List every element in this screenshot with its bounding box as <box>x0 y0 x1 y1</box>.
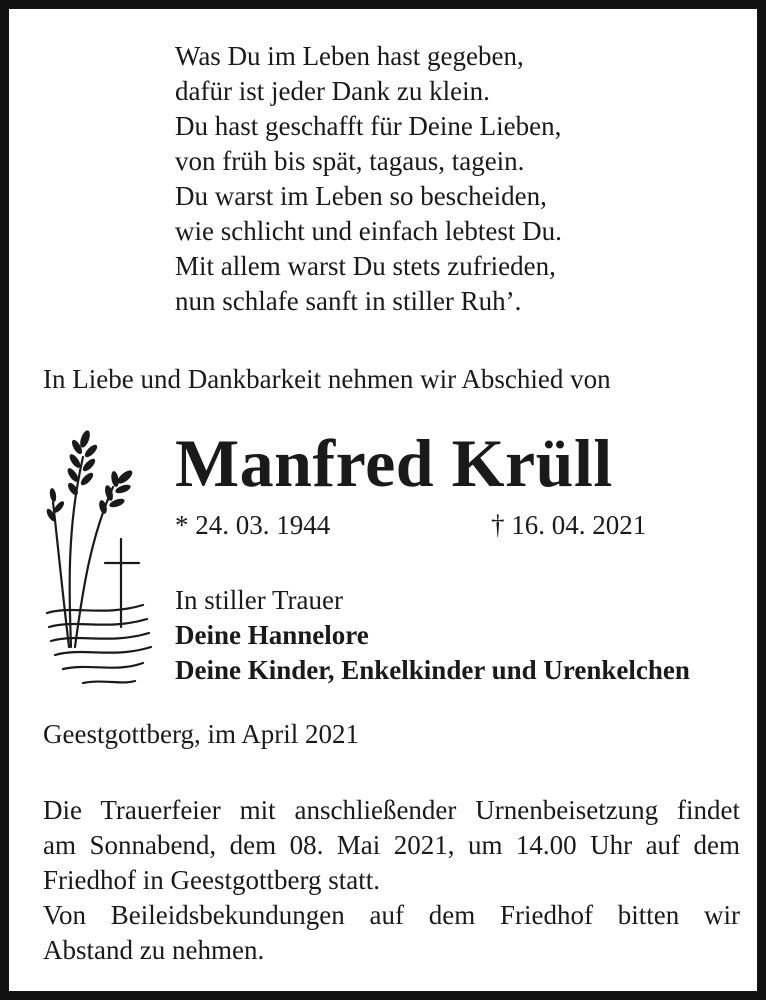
poem-line: wie schlicht und einfach lebtest Du. <box>175 216 562 246</box>
death-date: † 16. 04. 2021 <box>491 510 647 540</box>
mourner-line: Deine Hannelore <box>175 620 369 650</box>
intro-text: In Liebe und Dankbarkeit nehmen wir Abschied von <box>43 364 611 394</box>
poem-line: von früh bis spät, tagaus, tagein. <box>175 146 525 176</box>
mourners-block <box>175 583 690 688</box>
notice-line: Von Beileidsbekundungen auf dem Friedhof bitten wir <box>43 900 740 930</box>
mourner-line: Deine Kinder, Enkelkinder und Urenkelchen <box>175 655 690 685</box>
poem-line: nun schlafe sanft in stiller Ruh’. <box>175 286 522 316</box>
poem <box>175 39 562 319</box>
notice-line: Abstand zu nehmen. <box>43 935 265 965</box>
deceased-name: Manfred Krüll <box>175 425 613 501</box>
birth-date: * 24. 03. 1944 <box>175 510 331 540</box>
notice-line: Die Trauerfeier mit anschließender Urnenbeisetzung findet <box>43 795 740 825</box>
notice-line: Friedhof in Geestgottberg statt. <box>43 865 380 895</box>
poem-line: Du warst im Leben so bescheiden, <box>175 181 547 211</box>
funeral-notice <box>43 793 740 968</box>
place-date: Geestgottberg, im April 2021 <box>43 719 359 749</box>
notice-line: am Sonnabend, dem 08. Mai 2021, um 14.00 Uhr auf dem <box>43 830 740 860</box>
poem-line: Mit allem warst Du stets zufrieden, <box>175 251 556 281</box>
poem-line: Du hast geschafft für Deine Lieben, <box>175 111 562 141</box>
poem-line: Was Du im Leben hast gegeben, <box>175 41 524 71</box>
poem-line: dafür ist jeder Dank zu klein. <box>175 76 490 106</box>
wheat-cross-icon <box>43 417 163 697</box>
mourners-heading: In stiller Trauer <box>175 585 343 615</box>
